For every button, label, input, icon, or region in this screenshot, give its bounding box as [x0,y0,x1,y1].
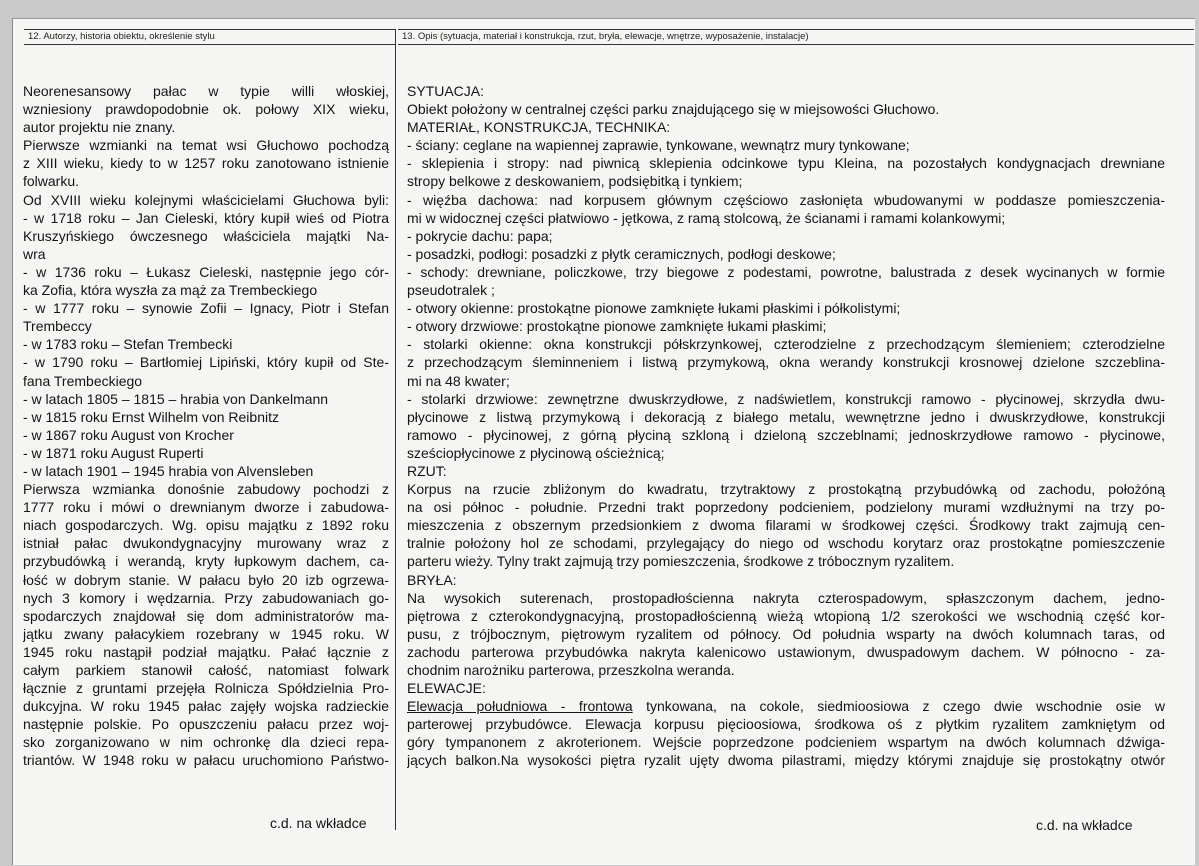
text-line: - w 1777 roku – synowie Zofii – Ignacy, Piotr i Stefan [23,300,389,317]
text-line: fana Trembeckiego [23,372,143,389]
text-line: Pierwsza wzmianka donośnie zabudowy pochodzi z [23,481,389,498]
text-line: - w 1867 roku August von Krocher [23,426,234,443]
description-text-column [407,82,1165,770]
text-line: Elewacja południowa - frontowa tynkowana, na cokole, siedmioosiowa z czego dwie wschodnie osie w [407,698,1165,715]
text-line: dukcyjna. W roku 1945 pałac zajęły wojska radzieckie [23,698,389,715]
section-header-13: 13. Opis (sytuacja, materiał i konstrukcja, rzut, bryła, elewacje, wnętrze, wyposażenie, instalacje) [398,29,1194,45]
text-line: folwarku. [23,173,80,190]
history-text-column [23,82,389,770]
text-line: nych 3 komory i wędzarnia. Przy zabudowaniach go- [23,589,389,606]
text-line: ELEWACJE: [407,680,486,697]
text-line: Na wysokich suterenach, prostopadłościenna nakryta czterospadowym, spłaszczonym dachem, jedno- [407,589,1165,606]
continued-note-right: c.d. na wkładce [1036,817,1133,833]
text-line: autor projektu nie znany. [23,119,176,136]
text-line: pusu, z trójbocznym, piętrowym ryzalitem od północy. Od południa wsparty na dwóch kolumnach taras, od [407,625,1165,642]
text-line: - w 1736 roku – Łukasz Cieleski, następnie jego cór- [23,263,389,280]
text-line: - stolarki drzwiowe: zewnętrzne dwuskrzydłowe, z nadświetlem, konstrukcji ramowo - płycinowej, skrzydła dwu- [407,390,1165,407]
text-line: triantów. W 1948 roku w pałacu uruchomiono Państwo- [23,752,389,769]
text-line: chodnim narożniku parterowa, przeszkolna weranda. [407,662,735,678]
text-line: następnie polskie. Po opuszczeniu pałacu przez woj- [23,716,389,733]
text-line: Korpus na rzucie zbliżonym do kwadratu, trzytraktowy z prostokątną przybudówką od zachodu, położóną [407,481,1165,498]
text-line: Obiekt położony w centralnej części parku znajdującego się w miejsowości Głuchowo. [407,101,940,118]
text-line: pseudotralek ; [407,282,495,299]
text-line: SYTUACJA: [407,83,485,99]
text-line: - schody: drewniane, policzkowe, trzy biegowe z podestami, powrotne, balustrada z desek wycinanych w formie [407,263,1165,280]
column-divider [395,30,396,830]
section-header-12: 12. Autorzy, historia obiektu, określenie stylu [24,29,396,45]
text-line: - w 1815 roku Ernst Wilhelm von Reibnitz [23,408,279,425]
text-line: Pierwsze wzmianki na temat wsi Głuchowo pochodzą [23,137,389,154]
text-line: całym parkiem stanowił całość, natomiast folwark [23,662,389,678]
text-line: Trembeccy [23,318,92,335]
text-line: góry tympanonem z akroterionem. Wejście poprzedzone podcieniem wspartym na dwóch kolumnach dźwiga- [407,734,1165,751]
text-line: zachodu parterowa przybudówka nakryta kalenicowo ustawionym, dwuspadowym dachem. W północno - za- [407,643,1165,660]
text-line: mi w widocznej części płatwiowo - jętkowa, z ramą stolcową, że ścianami i ramami kolankowymi; [407,209,1006,226]
text-line: - w 1871 roku August Ruperti [23,444,204,461]
text-line: niach gospodarczych. Wg. opisu majątku z 1892 roku [23,517,389,534]
text-line: - w 1718 roku – Jan Cieleski, który kupił wieś od Piotra [23,209,389,226]
text-line: - stolarki okienne: okna konstrukcji półskrzynkowej, czterodzielne z przechodzącym ślemieniem; czterodzielne [407,336,1165,353]
text-line: - posadzki, podłogi: posadzki z płytk ceramicznych, podłogi deskowe; [407,245,836,262]
text-line: 1777 roku i mówi o drewnianym dworze i zabudowa- [23,499,389,516]
text-line: - sklepienia i stropy: nad piwnicą sklepienia odcinkowe typu Kleina, na pozostałych kondygnacjach drewniane [407,155,1165,172]
text-line: MATERIAŁ, KONSTRUKCJA, TECHNIKA: [407,119,671,136]
text-line: spodarczych znajdował się dom administratorów ma- [23,607,389,624]
text-line: mieszczenia z obszernym przedsionkiem z dwoma filarami w środkowej części. Środkowy trakt zajmują cen- [407,517,1165,534]
text-line: wra [23,245,46,262]
text-line: BRYŁA: [407,571,457,588]
text-line: z przechodzącym śleminneniem i listwą przymykową, okna werandy konstrukcji krosnowej dzielone szczeblina- [407,354,1165,371]
text-line: ramowo - płycinowej, z górną płyciną szkloną i dzieloną szczeblnami; jednoskrzydłowe ramowo - płycinowe, [407,426,1165,443]
text-line: wzniesiony prawdopodobnie ok. połowy XIX wieku, [23,101,389,118]
text-line: - więźba dachowa: nad korpusem głównym częściowo zasłonięta wbudowanymi w poddasze pomieszczenia- [407,191,1165,208]
text-line: piętrowa z czterokondygnacyjną, prostopadłościenną wieżą wtopioną 1/2 szerokości we wschodnią część kor- [407,607,1165,624]
underlined-heading: Elewacja południowa - frontowa [407,698,633,715]
text-line: przybudówką i werandą, kryty łupkowym dachem, ca- [23,553,389,570]
text-line: RZUT: [407,462,447,479]
text-line: tralnie położony hol ze schodami, przylegający do niego od wschodu korytarz oraz prostokątne pomieszczenie [407,535,1165,552]
text-line: sześciopłycinowe z płycinową ościeżnicą; [407,444,665,461]
text-line: łącznie z gruntami przejęła Rolnicza Spółdzielnia Pro- [23,680,389,697]
text-line: - pokrycie dachu: papa; [407,227,553,244]
text-line: jątku zwany pałacykiem rozebrany w 1945 roku. W [23,625,389,642]
text-line: na osi północ - południe. Przedni trakt poprzedony podcieniem, podzielony murami wzdłużnymi na trzy po- [407,499,1165,516]
text-line: z XIII wieku, kiedy to w 1257 roku zanotowano istnienie [23,155,389,172]
text-line: ka Zofia, która wyszła za mąż za Trembeckiego [23,282,318,299]
text-line: Neorenesansowy pałac w typie willi włoskiej, [23,83,389,99]
text-line: jących balkon.Na wysokości piętra ryzalit ujęty dwoma pilastrami, między którymi znajduje się prostokątny otwór [407,752,1165,769]
text-line: 1945 roku nastąpił podział majątku. Pałać łącznie z [23,643,389,660]
text-line: - w 1790 roku – Bartłomiej Lipiński, który kupił od Ste- [23,354,389,371]
text-line: płycinowe z listwą przymykową i dekoracją z białego metalu, wewnętrzne jedno i dwuskrzydłowe, konstrukcji [407,408,1165,425]
text-line: sko zorganizowano w nim ochronkę dla dzieci repa- [23,734,389,751]
text-line: - ściany: ceglane na wapiennej zaprawie, tynkowane, wewnątrz mury tynkowane; [407,137,910,154]
text-line: Kruszyńskiego ówczesnego właściciela majątki Na- [23,227,389,244]
text-line: - w latach 1901 – 1945 hrabia von Alvensleben [23,462,314,479]
text-line: istniał pałac dwukondygnacyjny murowany wraz z [23,535,389,552]
text-line: - w latach 1805 – 1815 – hrabia von Dankelmann [23,390,329,407]
text-line: - w 1783 roku – Stefan Trembecki [23,336,233,353]
text-line: - otwory drzwiowe: prostokątne pionowe zamknięte łukami płaskimi; [407,318,827,335]
text-line: łość w dobrym stanie. W pałacu było 20 izb ogrzewa- [23,571,389,588]
text-line: stropy belkowe z deskowaniem, podsiębitką i tynkiem; [407,173,743,190]
text-line: Od XVIII wieku kolejnymi właścicielami Głuchowa byli: [23,191,389,208]
text-line: parterowej przybudówce. Elewacja korpusu pięcioosiowa, środkowa oś z płytkim ryzalitem zamkniętym od [407,716,1165,733]
text-line: - otwory okienne: prostokątne pionowe zamknięte łukami płaskimi i półkolistymi; [407,300,901,317]
text-line: mi na 48 kwater; [407,372,510,389]
text-line: parteru wieży. Tylny trakt zajmują trzy pomieszczenia, środkowe z tróbocznym ryzalitem. [407,553,955,570]
continued-note-left: c.d. na wkładce [270,815,367,831]
